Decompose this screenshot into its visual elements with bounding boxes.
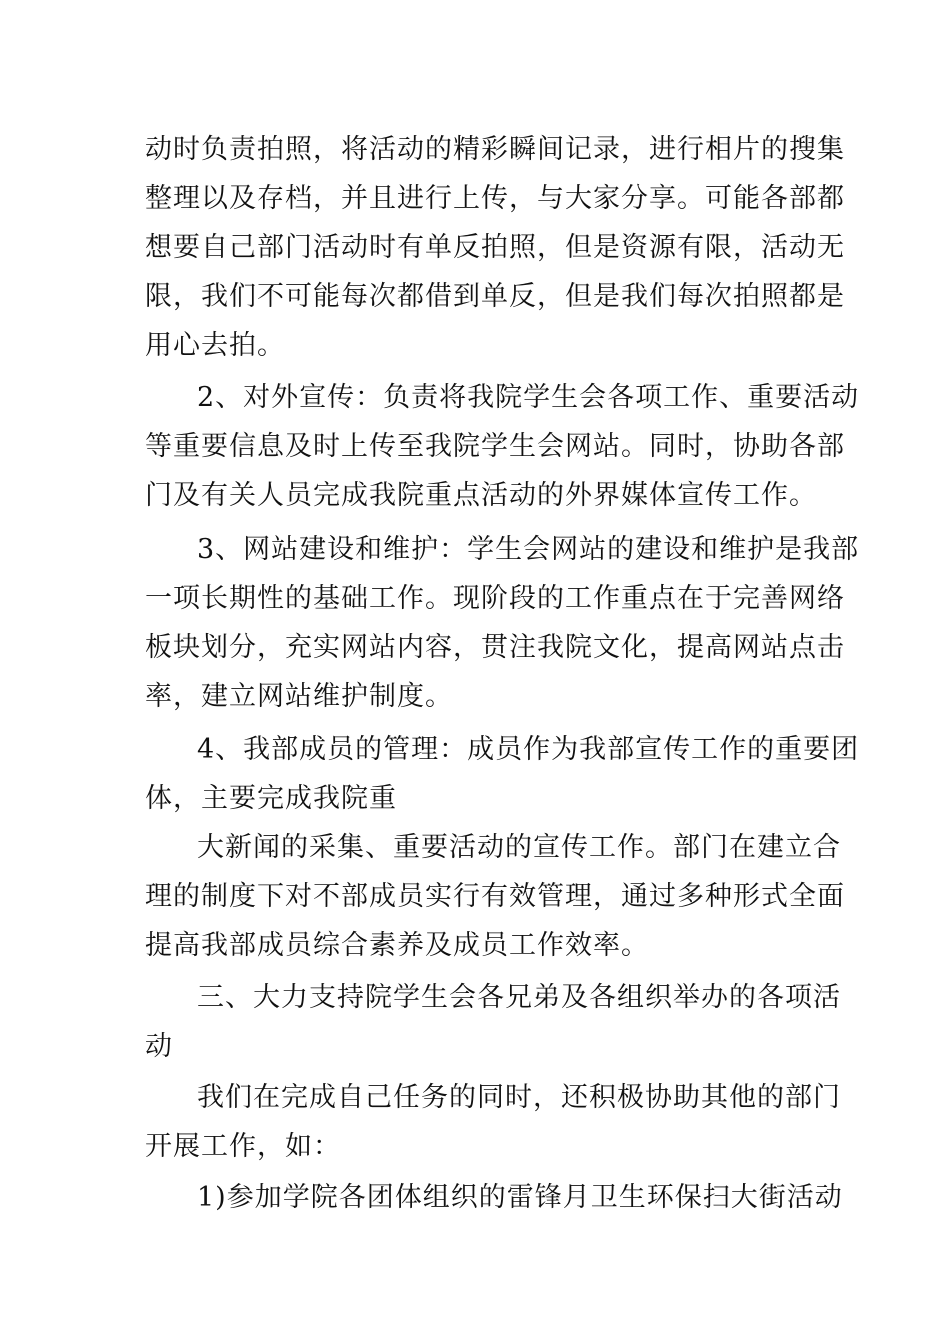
text-line: 体，主要完成我院重 <box>145 783 397 814</box>
paragraph-start-line: 我们在完成自己任务的同时，还积极协助其他的部门 <box>197 1082 841 1113</box>
text-line: 动时负责拍照，将活动的精彩瞬间记录，进行相片的搜集 <box>145 134 845 165</box>
text-line: 门及有关人员完成我院重点活动的外界媒体宣传工作。 <box>145 480 817 511</box>
text-line: 等重要信息及时上传至我院学生会网站。同时，协助各部 <box>145 431 845 462</box>
list-item: 1)参加学院各团体组织的雷锋月卫生环保扫大街活动 <box>197 1182 843 1213</box>
text-line: 用心去拍。 <box>145 330 285 361</box>
section-heading-continuation: 动 <box>145 1031 173 1062</box>
text-line: 提高我部成员综合素养及成员工作效率。 <box>145 930 649 961</box>
paragraph-start-line: 4、我部成员的管理：成员作为我部宣传工作的重要团 <box>197 734 860 765</box>
section-heading: 三、大力支持院学生会各兄弟及各组织举办的各项活 <box>197 982 841 1013</box>
text-line: 率，建立网站维护制度。 <box>145 681 453 712</box>
text-line: 开展工作，如： <box>145 1131 341 1162</box>
text-line: 一项长期性的基础工作。现阶段的工作重点在于完善网络 <box>145 583 845 614</box>
text-line: 限，我们不可能每次都借到单反，但是我们每次拍照都是 <box>145 281 845 312</box>
paragraph-start-line: 2、对外宣传：负责将我院学生会各项工作、重要活动 <box>197 382 860 413</box>
text-line: 理的制度下对不部成员实行有效管理，通过多种形式全面 <box>145 881 845 912</box>
text-line: 想要自己部门活动时有单反拍照，但是资源有限，活动无 <box>145 232 845 263</box>
text-line: 整理以及存档，并且进行上传，与大家分享。可能各部都 <box>145 183 845 214</box>
paragraph-start-line: 大新闻的采集、重要活动的宣传工作。部门在建立合 <box>197 832 841 863</box>
paragraph-start-line: 3、网站建设和维护：学生会网站的建设和维护是我部 <box>197 534 860 565</box>
text-line: 板块划分，充实网站内容，贯注我院文化，提高网站点击 <box>145 632 845 663</box>
